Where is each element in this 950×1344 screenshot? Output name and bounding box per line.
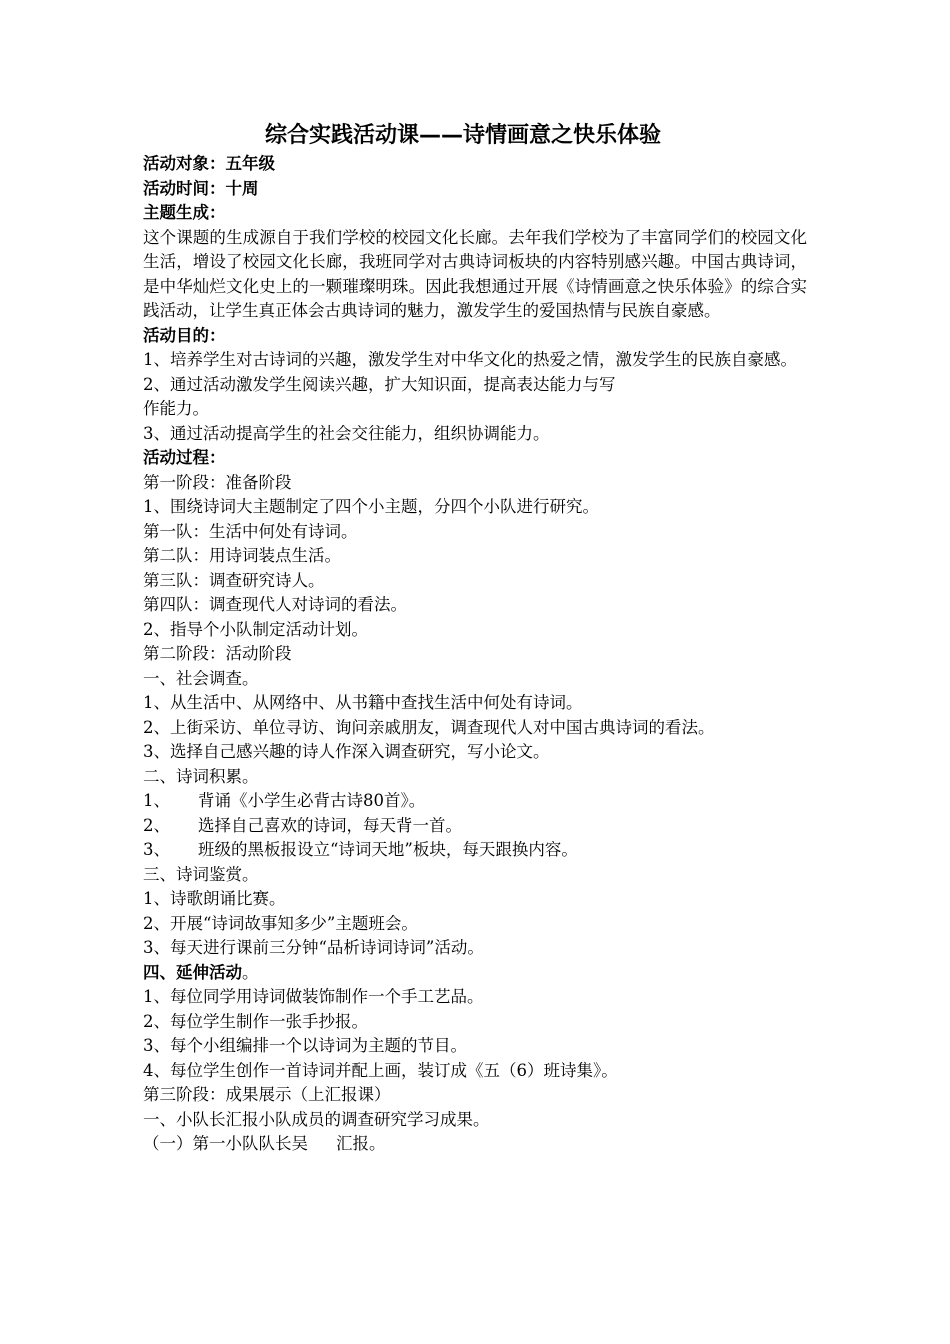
team-4: 第四队：调查现代人对诗词的看法。 <box>143 595 407 614</box>
stage-3-item-1: 一、小队长汇报小队成员的调查研究学习成果。 <box>143 1109 490 1129</box>
part-2-item-2-number: 2、 <box>143 815 170 835</box>
part-3-item-1: 1、诗歌朗诵比赛。 <box>143 889 286 908</box>
part-4-item-2: 2、每位学生制作一张手抄报。 <box>143 1011 368 1031</box>
part-4-item-1: 1、每位同学用诗词做装饰制作一个手工艺品。 <box>143 987 484 1006</box>
part-3-item-2: 2、开展“诗词故事知多少”主题班会。 <box>143 913 418 933</box>
part-3-item-3: 3、每天进行课前三分钟“品析诗词诗词”活动。 <box>143 938 484 957</box>
document-title: 综合实践活动课——诗情画意之快乐体验 <box>264 123 661 148</box>
stage-1-item-2: 2、指导个小队制定活动计划。 <box>143 619 368 639</box>
part-4-heading-text: 四、延伸活动 <box>143 962 242 982</box>
part-4-heading-punct: 。 <box>242 962 259 982</box>
stage-3-heading: 第三阶段：成果展示（上汇报课） <box>143 1085 391 1104</box>
document-body <box>143 152 807 1157</box>
stage-3-item-1a <box>143 1132 807 1157</box>
part-2-item-1 <box>143 789 807 814</box>
part-4-heading <box>143 961 807 986</box>
part-1-item-3: 3、选择自己感兴趣的诗人作深入调查研究，写小论文。 <box>143 742 550 761</box>
part-2-item-3 <box>143 838 807 863</box>
stage-1-item-1: 1、围绕诗词大主题制定了四个小主题，分四个小队进行研究。 <box>143 497 599 516</box>
goal-item-2b: 作能力。 <box>143 399 209 418</box>
part-4-item-4: 4、每位学生创作一首诗词并配上画，装订成《五（6）班诗集》。 <box>143 1060 618 1080</box>
part-2-item-1-text: 背诵《小学生必背古诗80首》。 <box>198 791 426 810</box>
part-2-item-2 <box>143 814 807 839</box>
part-2-item-1-number: 1、 <box>143 791 170 810</box>
activity-time: 活动时间：十周 <box>143 178 259 198</box>
goal-item-3: 3、通过活动提高学生的社会交往能力，组织协调能力。 <box>143 423 550 443</box>
goal-item-1: 1、培养学生对古诗词的兴趣，激发学生对中华文化的热爱之情，激发学生的民族自豪感。 <box>143 350 797 369</box>
part-2-heading: 二、诗词积累。 <box>143 766 259 786</box>
part-4-item-3: 3、每个小组编排一个以诗词为主题的节目。 <box>143 1036 467 1055</box>
goal-heading: 活动目的： <box>143 325 226 345</box>
part-1-heading: 一、社会调查。 <box>143 668 259 688</box>
theme-heading: 主题生成： <box>143 203 226 222</box>
activity-object: 活动对象：五年级 <box>143 154 275 173</box>
process-heading: 活动过程： <box>143 448 226 467</box>
part-1-item-1: 1、从生活中、从网络中、从书籍中查找生活中何处有诗词。 <box>143 693 583 712</box>
theme-paragraph: 这个课题的生成源自于我们学校的校园文化长廊。去年我们学校为了丰富同学们的校园文化生活，增设了校园文化长廊，我班同学对古典诗词板块的内容特别感兴趣。中国古典诗词，是中华灿烂文化史上的一颗璀璨明珠。因此我想通过开展《诗情画意之快乐体验》的综合实践活动，让学生真正体会古典诗词的魅力，激发学生的爱国热情与民族自豪感。 <box>143 227 807 320</box>
goal-item-2a: 2、通过活动激发学生阅读兴趣，扩大知识面，提高表达能力与写 <box>143 374 616 394</box>
stage-3-item-1a-pre: （一）第一小队队长吴 <box>143 1134 308 1153</box>
stage-2-heading: 第二阶段：活动阶段 <box>143 644 292 663</box>
part-2-item-2-text: 选择自己喜欢的诗词，每天背一首。 <box>198 815 462 835</box>
part-1-item-2: 2、上街采访、单位寻访、询问亲戚朋友，调查现代人对中国古典诗词的看法。 <box>143 717 715 737</box>
team-2: 第二队：用诗词装点生活。 <box>143 546 341 565</box>
part-2-item-3-text: 班级的黑板报设立“诗词天地”板块，每天跟换内容。 <box>198 840 578 859</box>
stage-3-item-1a-post: 汇报。 <box>336 1134 386 1153</box>
stage-1-heading: 第一阶段：准备阶段 <box>143 472 292 492</box>
part-2-item-3-number: 3、 <box>143 840 170 859</box>
team-1: 第一队：生活中何处有诗词。 <box>143 521 358 541</box>
team-3: 第三队：调查研究诗人。 <box>143 570 325 590</box>
part-3-heading: 三、诗词鉴赏。 <box>143 864 259 884</box>
